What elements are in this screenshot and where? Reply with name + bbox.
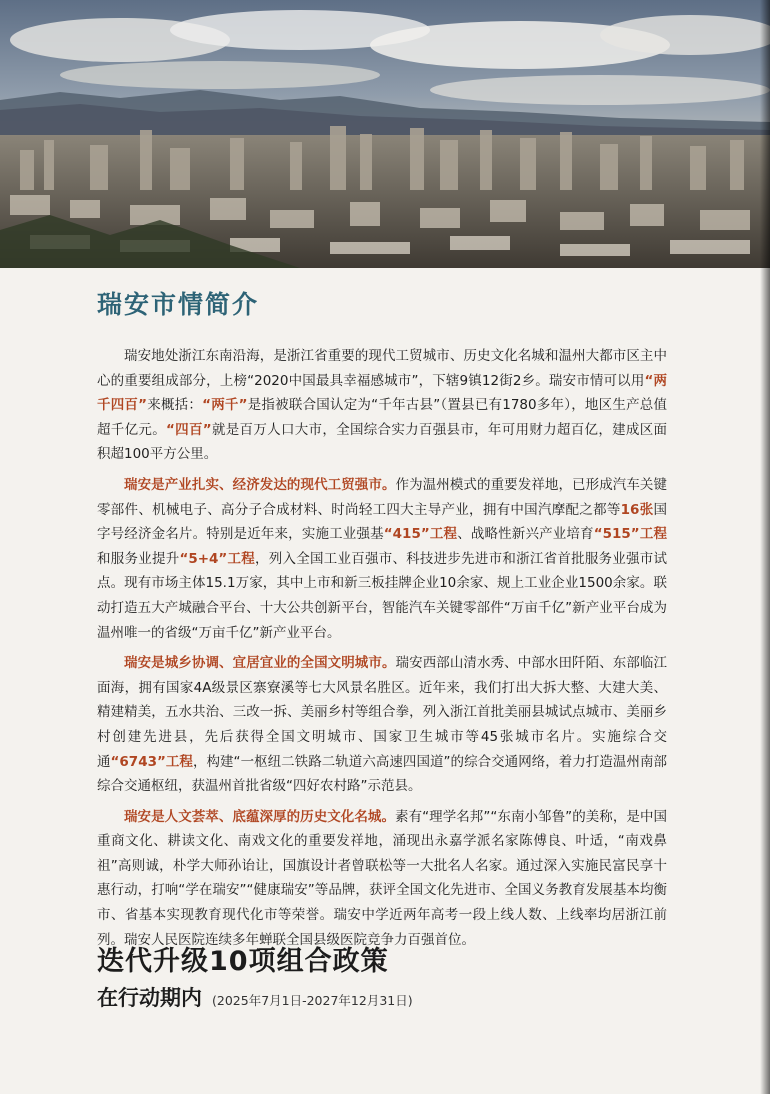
- section-title: 瑞安市情简介: [97, 290, 260, 319]
- paragraph-text: 就是百万人口大市，全国综合实力百强县市，年可用财力超百亿，建成区面积超100平方公里。: [97, 421, 668, 463]
- paragraph-text: 国字号经济金名片。特别是近年来，实施工业强基: [97, 501, 668, 543]
- highlight-text: “两千”: [202, 397, 248, 414]
- city-skyline-photo: [0, 0, 770, 268]
- page-edge-shadow: [760, 0, 770, 1094]
- policy-block: [97, 945, 697, 1014]
- paragraph-text: 瑞安地处浙江东南沿海，是浙江省重要的现代工贸城市、历史文化名城和温州大都市区主中心的重要组成部分，上榜“2020中国最具幸福感城市”，下辖9镇12街2乡。瑞安市情可以用: [97, 348, 667, 389]
- policy-subtitle-line: [97, 985, 697, 1014]
- paragraph-lead-text: 瑞安是产业扎实、经济发达的现代工贸强市。: [124, 476, 396, 493]
- policy-subtitle: 在行动期内: [97, 986, 202, 1010]
- paragraph-text: 来概括：: [147, 397, 203, 414]
- paragraph-text: 和服务业提升: [97, 550, 180, 567]
- paragraph-lead-text: 瑞安是城乡协调、宜居宜业的全国文明城市。: [124, 655, 396, 672]
- paragraph-text: 、战略性新兴产业培育: [457, 526, 594, 543]
- paragraph-text: 是指被联合国认定为“千年古县”（置县已有1780多年），地区生产总值超千亿元。: [97, 397, 668, 438]
- intro-paragraph: [97, 344, 667, 467]
- intro-section: [97, 290, 667, 952]
- highlight-text: “6743”工程: [110, 753, 193, 770]
- highlight-text: “415”工程: [383, 526, 458, 543]
- intro-paragraphs: [97, 344, 667, 952]
- highlight-text: “四百”: [166, 421, 212, 438]
- intro-paragraph: [97, 805, 667, 953]
- paragraph-text: ，列入全国工业百强市、科技进步先进市和浙江省首批服务业强市试点。现有市场主体15.1万家，其中上市和新三板挂牌企业10余家、规上工业企业1500余家。联动打造五大产城融合平台、十大公共创新平台，智能汽车关键零部件“万亩千亿”新产业平台成为温州唯一的省级“万亩千亿”新产业平台。: [97, 550, 668, 641]
- paragraph-text: 瑞安西部山清水秀、中部水田阡陌、东部临江面海，拥有国家4A级景区寨寮溪等七大风景名胜区。近年来，我们打出大拆大整、大建大美、精建精美，五水共治、三改一拆、美丽乡村等组合拳，列入浙江首批美丽县城试点城市、美丽乡村创建先进县，先后获得全国文明城市、国家卫生城市等45张城市名片。实施综合交通: [97, 655, 668, 770]
- paragraph-text: 素有“理学名邦”“东南小邹鲁”的美称，是中国重商文化、耕读文化、南戏文化的重要发祥地，涌现出永嘉学派名家陈傅良、叶适，“南戏鼻祖”高则诚，朴学大师孙诒让，国旗设计者曾联松等一大批名人名家。通过深入实施民富民享十惠行动，打响“学在瑞安”“健康瑞安”等品牌，获评全国文化先进市、全国义务教育发展基本均衡市、省基本实现教育现代化市等荣誉。瑞安中学近两年高考一段上线人数、上线率均居浙江前列。瑞安人民医院连续多年蝉联全国县级医院竞争力百强首位。: [97, 808, 667, 948]
- highlight-text: “515”工程: [593, 526, 667, 543]
- policy-period: (2025年7月1日-2027年12月31日): [212, 993, 413, 1008]
- paragraph-text: ，构建“一枢纽二铁路二轨道六高速四国道”的综合交通网络，着力打造温州南部综合交通枢纽，获温州首批省级“四好农村路”示范县。: [97, 753, 667, 795]
- intro-paragraph: [97, 473, 667, 645]
- highlight-text: “两千四百”: [97, 372, 668, 414]
- intro-paragraph: [97, 651, 667, 799]
- policy-title: 迭代升级10项组合政策: [97, 946, 389, 977]
- highlight-text: “5+4”工程: [179, 550, 256, 567]
- highlight-text: 16张: [620, 501, 654, 518]
- paragraph-lead-text: 瑞安是人文荟萃、底蕴深厚的历史文化名城。: [124, 808, 396, 825]
- paragraph-text: 作为温州模式的重要发祥地，已形成汽车关键零部件、机械电子、高分子合成材料、时尚轻工四大主导产业，拥有中国汽摩配之都等: [97, 476, 668, 518]
